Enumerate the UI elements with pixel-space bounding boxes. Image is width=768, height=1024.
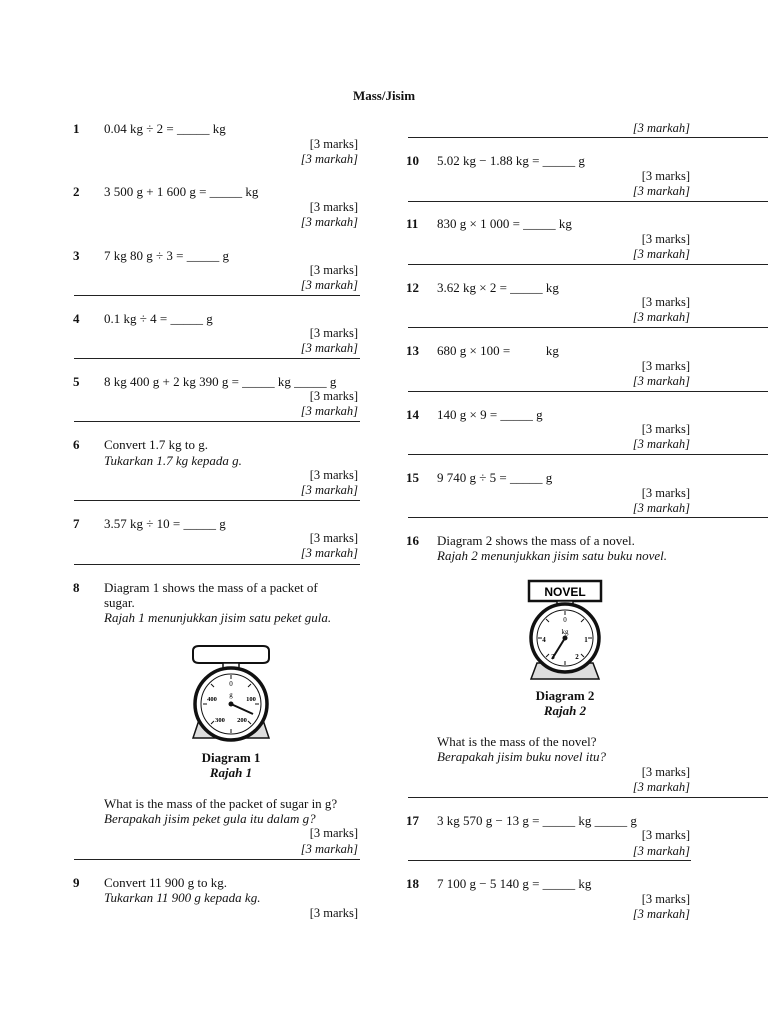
answer-line xyxy=(74,859,360,860)
question-number: 16 xyxy=(406,533,419,548)
marks-label: [3 marks] xyxy=(641,828,690,842)
marks-label: [3 marks] xyxy=(309,263,358,277)
marks-label-ms: [3 markah] xyxy=(300,341,358,355)
diagram-caption-ms: Rajah 2 xyxy=(543,703,587,718)
book-label: NOVEL xyxy=(544,585,586,599)
question-number: 5 xyxy=(73,374,80,389)
answer-line xyxy=(74,421,360,422)
question-text: 3.62 kg × 2 = _____ kg xyxy=(437,280,559,295)
question-text: 3 500 g + 1 600 g = _____ kg xyxy=(104,184,259,199)
question-number: 2 xyxy=(73,184,80,199)
scale-label-1: 1 xyxy=(584,636,588,644)
question-number: 11 xyxy=(406,216,419,231)
question-number: 10 xyxy=(406,153,419,168)
question-text: 3 kg 570 g − 13 g = _____ kg _____ g xyxy=(437,813,637,828)
marks-label: [3 marks] xyxy=(641,169,690,183)
marks-label-ms: [3 markah] xyxy=(300,152,358,166)
answer-line xyxy=(408,391,768,392)
answer-line xyxy=(408,201,768,202)
question-text: 3.57 kg ÷ 10 = _____ g xyxy=(104,516,226,531)
question-number: 12 xyxy=(406,280,419,295)
marks-label: [3 marks] xyxy=(309,906,358,920)
question-text: 7 kg 80 g ÷ 3 = _____ g xyxy=(104,248,229,263)
answer-line xyxy=(74,564,360,565)
question-text: 7 100 g − 5 140 g = _____ kg xyxy=(437,876,592,891)
page-title: Mass/Jisim xyxy=(352,88,416,103)
scale-label-4: 4 xyxy=(542,636,546,644)
answer-line xyxy=(74,500,360,501)
diagram-caption-ms: Rajah 1 xyxy=(209,765,253,780)
marks-label: [3 marks] xyxy=(309,531,358,545)
marks-label-ms: [3 markah] xyxy=(632,121,690,135)
question-text: sugar. xyxy=(104,595,135,610)
answer-line xyxy=(408,454,768,455)
marks-label-ms: [3 markah] xyxy=(632,907,690,921)
diagram-caption: Diagram 1 xyxy=(201,750,261,765)
question-number: 8 xyxy=(73,580,80,595)
question-text-ms: Rajah 1 menunjukkan jisim satu peket gula. xyxy=(104,610,332,625)
scale-label-400: 400 xyxy=(207,696,217,703)
marks-label-ms: [3 markah] xyxy=(300,215,358,229)
marks-label-ms: [3 markah] xyxy=(632,247,690,261)
question-text: 830 g × 1 000 = _____ kg xyxy=(437,216,572,231)
scale-label-200: 200 xyxy=(237,717,247,724)
question-text-ms: Rajah 2 menunjukkan jisim satu buku novel. xyxy=(437,548,667,563)
weighing-scale-kilograms xyxy=(525,579,605,683)
question-number: 4 xyxy=(73,311,80,326)
marks-label: [3 marks] xyxy=(641,232,690,246)
scale-label-zero: 0 xyxy=(563,616,567,624)
question-number: 18 xyxy=(406,876,419,891)
question-text: 140 g × 9 = _____ g xyxy=(437,407,543,422)
marks-label-ms: [3 markah] xyxy=(300,278,358,292)
marks-label-ms: [3 markah] xyxy=(632,310,690,324)
question-text: 9 740 g ÷ 5 = _____ g xyxy=(437,470,553,485)
marks-label-ms: [3 markah] xyxy=(300,483,358,497)
question-number: 6 xyxy=(73,437,80,452)
marks-label: [3 marks] xyxy=(641,359,690,373)
answer-line xyxy=(74,295,360,296)
marks-label: [3 marks] xyxy=(641,422,690,436)
marks-label-ms: [3 markah] xyxy=(632,184,690,198)
question-number: 13 xyxy=(406,343,419,358)
marks-label-ms: [3 markah] xyxy=(300,404,358,418)
question-text: Diagram 1 shows the mass of a packet of xyxy=(104,580,318,595)
question-text: What is the mass of the novel? xyxy=(437,734,597,749)
answer-line xyxy=(408,327,768,328)
question-text: Diagram 2 shows the mass of a novel. xyxy=(437,533,635,548)
marks-label: [3 marks] xyxy=(641,486,690,500)
question-text-ms: Tukarkan 1.7 kg kepada g. xyxy=(104,453,242,468)
marks-label-ms: [3 markah] xyxy=(300,546,358,560)
question-text: 5.02 kg − 1.88 kg = _____ g xyxy=(437,153,585,168)
marks-label: [3 marks] xyxy=(309,389,358,403)
answer-line xyxy=(74,358,360,359)
marks-label: [3 marks] xyxy=(309,326,358,340)
marks-label-ms: [3 markah] xyxy=(632,374,690,388)
question-number: 17 xyxy=(406,813,419,828)
weighing-scale-grams xyxy=(185,642,277,748)
question-text: Convert 1.7 kg to g. xyxy=(104,437,208,452)
answer-line xyxy=(408,797,768,798)
scale-unit: g xyxy=(229,691,233,699)
question-text-ms: Berapakah jisim peket gula itu dalam g? xyxy=(104,811,316,826)
scale-label-300: 300 xyxy=(215,717,225,724)
scale-label-2: 2 xyxy=(575,653,579,661)
marks-label: [3 marks] xyxy=(641,765,690,779)
question-text: 0.04 kg ÷ 2 = _____ kg xyxy=(104,121,226,136)
answer-line xyxy=(408,860,691,861)
question-text: Convert 11 900 g to kg. xyxy=(104,875,228,890)
answer-line xyxy=(408,517,768,518)
answer-line xyxy=(408,264,768,265)
question-number: 9 xyxy=(73,875,80,890)
marks-label: [3 marks] xyxy=(641,295,690,309)
question-text: 0.1 kg ÷ 4 = _____ g xyxy=(104,311,213,326)
question-number: 7 xyxy=(73,516,80,531)
marks-label: [3 marks] xyxy=(641,892,690,906)
marks-label-ms: [3 markah] xyxy=(632,844,690,858)
diagram-caption: Diagram 2 xyxy=(535,688,595,703)
question-text: 8 kg 400 g + 2 kg 390 g = _____ kg _____ g xyxy=(104,374,337,389)
question-number: 3 xyxy=(73,248,80,263)
marks-label-ms: [3 markah] xyxy=(632,437,690,451)
answer-line xyxy=(408,137,768,138)
marks-label: [3 marks] xyxy=(309,468,358,482)
marks-label-ms: [3 markah] xyxy=(632,501,690,515)
question-text-ms: Berapakah jisim buku novel itu? xyxy=(437,749,606,764)
question-number: 1 xyxy=(73,121,80,136)
marks-label-ms: [3 markah] xyxy=(300,842,358,856)
marks-label: [3 marks] xyxy=(309,137,358,151)
scale-label-100: 100 xyxy=(246,696,256,703)
marks-label: [3 marks] xyxy=(309,200,358,214)
marks-label: [3 marks] xyxy=(309,826,358,840)
scale-label-zero: 0 xyxy=(229,680,233,688)
question-text: What is the mass of the packet of sugar in g? xyxy=(104,796,338,811)
scale-unit: kg xyxy=(561,628,569,636)
question-number: 14 xyxy=(406,407,419,422)
question-text: 680 g × 100 = kg xyxy=(437,343,559,358)
marks-label-ms: [3 markah] xyxy=(632,780,690,794)
question-number: 15 xyxy=(406,470,419,485)
question-text-ms: Tukarkan 11 900 g kepada kg. xyxy=(104,890,261,905)
